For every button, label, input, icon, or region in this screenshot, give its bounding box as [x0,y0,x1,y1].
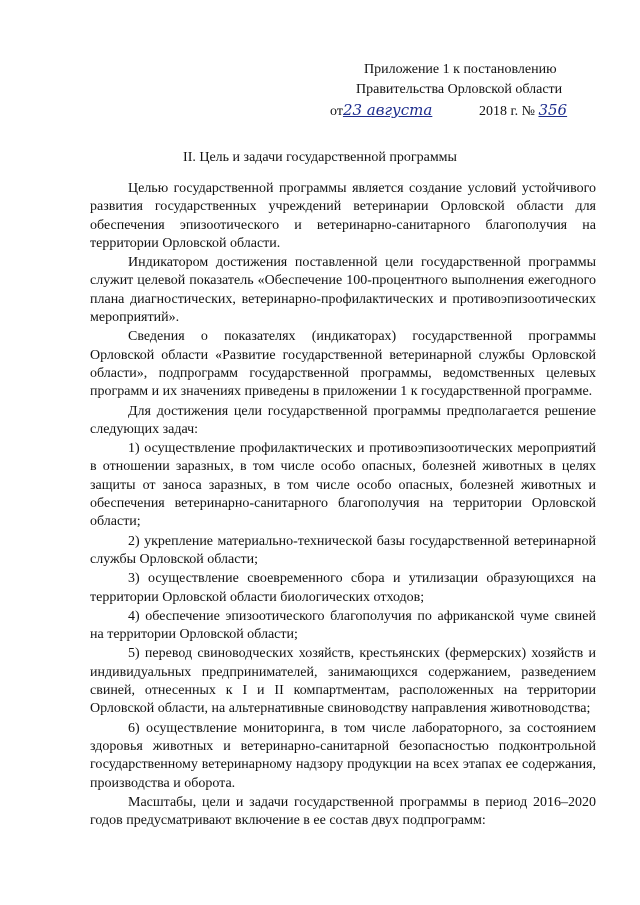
date-prefix: от [330,104,343,119]
task-item: 2) укрепление материально-технической базы государственной ветеринарной службы Орловской области; [90,533,596,567]
document-body [90,180,596,830]
government-line: Правительства Орловской области [356,82,563,97]
task-item: 5) перевод свиноводческих хозяйств, крестьянских (фермерских) хозяйств и индивидуальных предпринимателей, занимающихся содержанием, разведением свиней, отнесенных к I и II компартментам, расположенных на территории Орловской области, на альтернативные свиноводству направления животноводства; [90,646,596,717]
year-number-label: 2018 г. № [478,104,535,119]
handwritten-date: 23 августа [342,101,433,119]
paragraph: Масштабы, цели и задачи государственной программы в период 2016–2020 годов предусматривают включение в ее состав двух подпрограмм: [90,794,596,829]
paragraph: Сведения о показателях (индикаторах) государственной программы Орловской области «Развитие государственной ветеринарной службы Орловской области», подпрограмм государственной программы, ведомственных целевых программ и их значениях приведены в приложении 1 к государственной программе. [90,329,596,400]
handwritten-number: 356 [538,101,568,119]
paragraph: Целью государственной программы является создание условий устойчивого развития государственных учреждений ветеринарии Орловской области для обеспечения эпизоотического и ветеринарно-санитарного благополучия на территории Орловской области. [90,181,596,251]
section-heading: II. Цель и задачи государственной программы [183,150,457,165]
document-header [320,60,600,122]
task-item: 6) осуществление мониторинга, в том числе лабораторного, за состоянием здоровья животных и ветеринарно-санитарной безопасностью подконтрольной государственному ветеринарному надзору продукции на всех этапах ее содержания, производства и оборота. [90,720,596,791]
paragraph: Для достижения цели государственной программы предполагается решение следующих задач: [90,403,596,437]
task-item: 3) осуществление своевременного сбора и утилизации образующихся на территории Орловской области биологических отходов; [90,571,596,605]
paragraph: Индикатором достижения поставленной цели государственной программы служит целевой показатель «Обеспечение 100-процентного выполнения ежегодного плана диагностических, ветеринарно-профилактических и противоэпизоотических мероприятий». [90,255,596,326]
task-item: 4) обеспечение эпизоотического благополучия по африканской чуме свиней на территории Орловской области; [90,608,596,643]
appendix-line: Приложение 1 к постановлению [364,62,557,77]
task-item: 1) осуществление профилактических и противоэпизоотических мероприятий в отношении заразных, в том числе особо опасных, болезней животных в целях защиты от заноса заразных, в том числе особо опасных, болезней животных и обеспечения ветеринарно-санитарного благополучия на территории Орловской области; [90,441,596,530]
date-number-line [320,100,600,122]
